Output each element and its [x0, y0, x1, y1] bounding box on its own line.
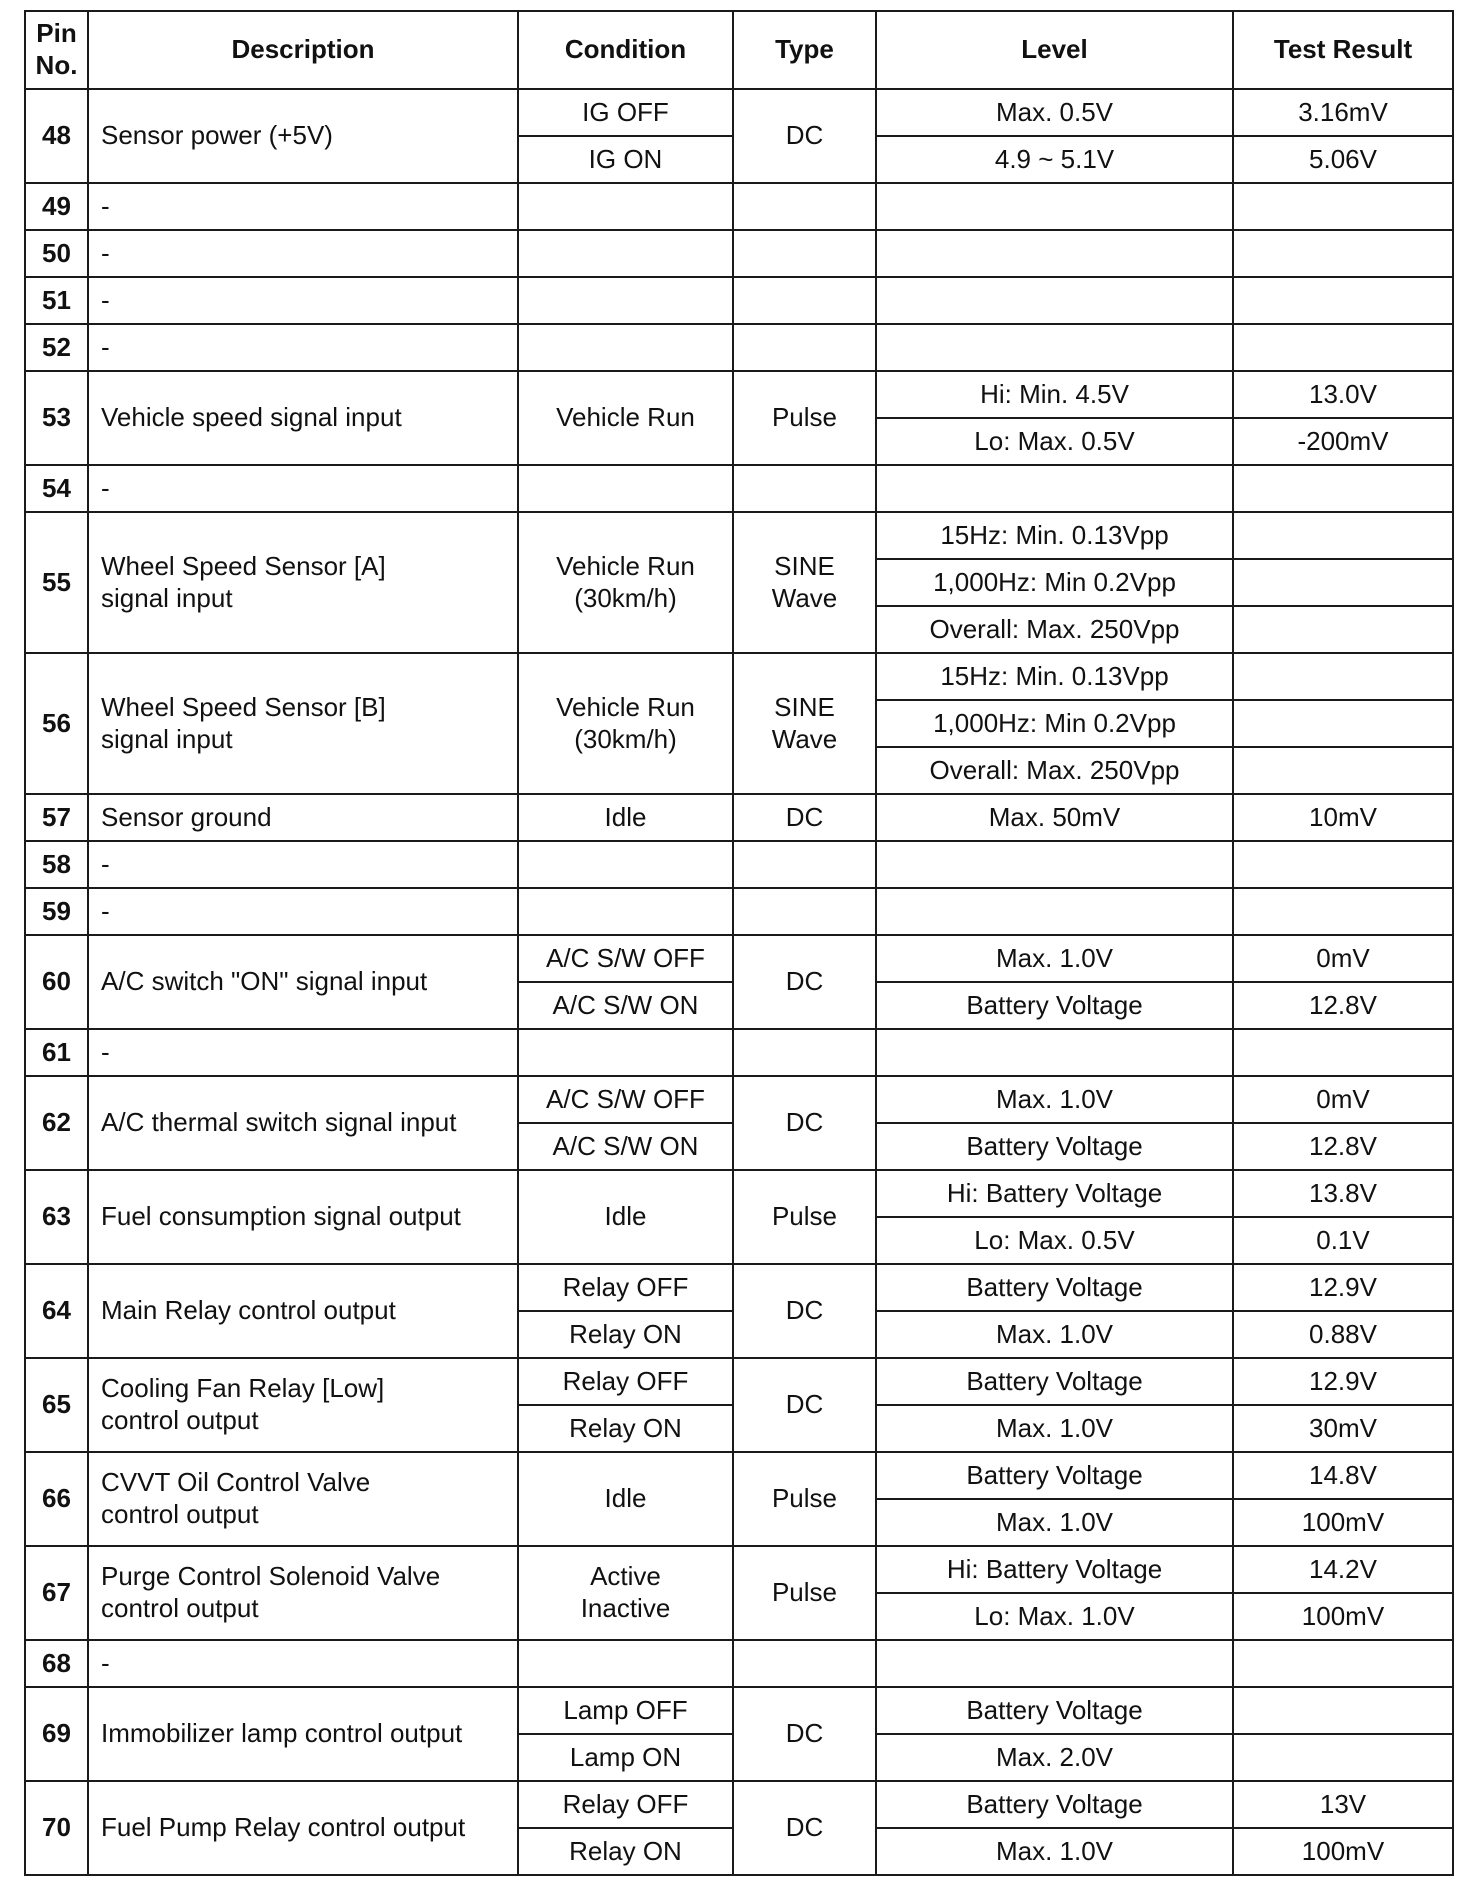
table-row	[25, 1358, 1453, 1405]
level-spec: Hi: Battery Voltage	[876, 1546, 1233, 1593]
signal-type: SINE Wave	[733, 512, 876, 653]
header-type: Type	[733, 11, 876, 89]
level-spec: 4.9 ~ 5.1V	[876, 136, 1233, 183]
table-row	[25, 1264, 1453, 1311]
signal-type	[733, 324, 876, 371]
pin-number: 62	[25, 1076, 88, 1170]
pin-condition: Vehicle Run (30km/h)	[518, 653, 733, 794]
pin-number: 70	[25, 1781, 88, 1875]
table-row	[25, 89, 1453, 136]
table-row	[25, 277, 1453, 324]
pin-condition: A/C S/W OFF	[518, 935, 733, 982]
test-result: 12.9V	[1233, 1358, 1453, 1405]
level-spec: Battery Voltage	[876, 1452, 1233, 1499]
pin-number: 69	[25, 1687, 88, 1781]
signal-type	[733, 841, 876, 888]
pin-description: Wheel Speed Sensor [B] signal input	[88, 653, 518, 794]
pin-condition: Vehicle Run	[518, 371, 733, 465]
pin-number: 51	[25, 277, 88, 324]
pin-condition: Idle	[518, 1452, 733, 1546]
level-spec	[876, 888, 1233, 935]
test-result: 12.8V	[1233, 1123, 1453, 1170]
level-spec	[876, 841, 1233, 888]
level-spec: Battery Voltage	[876, 982, 1233, 1029]
test-result: 14.8V	[1233, 1452, 1453, 1499]
table-row	[25, 465, 1453, 512]
pin-description: A/C thermal switch signal input	[88, 1076, 518, 1170]
test-result	[1233, 1029, 1453, 1076]
signal-type	[733, 183, 876, 230]
table-header-row	[25, 11, 1453, 89]
level-spec: Max. 1.0V	[876, 1311, 1233, 1358]
pin-condition: Relay ON	[518, 1311, 733, 1358]
test-result: 3.16mV	[1233, 89, 1453, 136]
test-result: 30mV	[1233, 1405, 1453, 1452]
level-spec: Max. 1.0V	[876, 1405, 1233, 1452]
test-result	[1233, 1687, 1453, 1734]
pin-description: Cooling Fan Relay [Low] control output	[88, 1358, 518, 1452]
test-result: -200mV	[1233, 418, 1453, 465]
level-spec: Battery Voltage	[876, 1781, 1233, 1828]
level-spec	[876, 277, 1233, 324]
signal-type	[733, 1640, 876, 1687]
pin-condition	[518, 841, 733, 888]
signal-type: DC	[733, 935, 876, 1029]
signal-type: DC	[733, 1687, 876, 1781]
pin-description: -	[88, 1029, 518, 1076]
header-description: Description	[88, 11, 518, 89]
pin-number: 58	[25, 841, 88, 888]
test-result: 0mV	[1233, 1076, 1453, 1123]
pin-condition	[518, 183, 733, 230]
table-row	[25, 935, 1453, 982]
test-result: 12.9V	[1233, 1264, 1453, 1311]
level-spec: Battery Voltage	[876, 1358, 1233, 1405]
test-result	[1233, 559, 1453, 606]
pin-description: -	[88, 324, 518, 371]
pin-number: 57	[25, 794, 88, 841]
table-row	[25, 1546, 1453, 1593]
level-spec: Max. 2.0V	[876, 1734, 1233, 1781]
signal-type: DC	[733, 89, 876, 183]
signal-type: Pulse	[733, 1170, 876, 1264]
level-spec	[876, 1640, 1233, 1687]
signal-type: Pulse	[733, 1546, 876, 1640]
test-result	[1233, 324, 1453, 371]
pin-condition	[518, 277, 733, 324]
table-row	[25, 1170, 1453, 1217]
pin-condition: Vehicle Run (30km/h)	[518, 512, 733, 653]
pin-number: 63	[25, 1170, 88, 1264]
pin-condition: A/C S/W OFF	[518, 1076, 733, 1123]
pin-number: 67	[25, 1546, 88, 1640]
test-result: 14.2V	[1233, 1546, 1453, 1593]
test-result	[1233, 888, 1453, 935]
header-level: Level	[876, 11, 1233, 89]
table-row	[25, 888, 1453, 935]
table-row	[25, 230, 1453, 277]
signal-type: SINE Wave	[733, 653, 876, 794]
level-spec: Overall: Max. 250Vpp	[876, 747, 1233, 794]
level-spec: Battery Voltage	[876, 1687, 1233, 1734]
pin-number: 61	[25, 1029, 88, 1076]
signal-type: Pulse	[733, 371, 876, 465]
test-result	[1233, 512, 1453, 559]
level-spec: Lo: Max. 0.5V	[876, 1217, 1233, 1264]
pin-description: Purge Control Solenoid Valve control output	[88, 1546, 518, 1640]
signal-type: DC	[733, 1264, 876, 1358]
test-result	[1233, 1640, 1453, 1687]
pin-number: 68	[25, 1640, 88, 1687]
pin-condition: A/C S/W ON	[518, 982, 733, 1029]
pin-number: 49	[25, 183, 88, 230]
test-result: 5.06V	[1233, 136, 1453, 183]
test-result	[1233, 277, 1453, 324]
pin-condition	[518, 465, 733, 512]
pin-number: 66	[25, 1452, 88, 1546]
level-spec: Max. 1.0V	[876, 1828, 1233, 1875]
level-spec: Lo: Max. 1.0V	[876, 1593, 1233, 1640]
pin-description: CVVT Oil Control Valve control output	[88, 1452, 518, 1546]
table-row	[25, 512, 1453, 559]
table-row	[25, 1640, 1453, 1687]
header-pin-no: Pin No.	[25, 11, 88, 89]
level-spec: Hi: Battery Voltage	[876, 1170, 1233, 1217]
pin-description: Main Relay control output	[88, 1264, 518, 1358]
test-result	[1233, 841, 1453, 888]
test-result	[1233, 183, 1453, 230]
pin-description: -	[88, 230, 518, 277]
table-row	[25, 1452, 1453, 1499]
level-spec: Lo: Max. 0.5V	[876, 418, 1233, 465]
level-spec: Max. 1.0V	[876, 1076, 1233, 1123]
level-spec: 1,000Hz: Min 0.2Vpp	[876, 700, 1233, 747]
test-result: 0mV	[1233, 935, 1453, 982]
pin-condition: Relay ON	[518, 1828, 733, 1875]
test-result	[1233, 747, 1453, 794]
pin-condition: Lamp OFF	[518, 1687, 733, 1734]
test-result: 0.1V	[1233, 1217, 1453, 1264]
pin-number: 65	[25, 1358, 88, 1452]
test-result	[1233, 606, 1453, 653]
table-row	[25, 841, 1453, 888]
test-result	[1233, 465, 1453, 512]
pin-description: A/C switch "ON" signal input	[88, 935, 518, 1029]
pin-condition	[518, 324, 733, 371]
pin-condition	[518, 1640, 733, 1687]
test-result: 10mV	[1233, 794, 1453, 841]
level-spec	[876, 324, 1233, 371]
pin-description: Sensor power (+5V)	[88, 89, 518, 183]
test-result: 100mV	[1233, 1828, 1453, 1875]
level-spec: Max. 50mV	[876, 794, 1233, 841]
pin-condition: Relay OFF	[518, 1781, 733, 1828]
pin-condition: Relay OFF	[518, 1358, 733, 1405]
test-result: 0.88V	[1233, 1311, 1453, 1358]
pin-number: 53	[25, 371, 88, 465]
level-spec	[876, 465, 1233, 512]
level-spec: 1,000Hz: Min 0.2Vpp	[876, 559, 1233, 606]
table-row	[25, 1781, 1453, 1828]
signal-type	[733, 888, 876, 935]
level-spec: Max. 0.5V	[876, 89, 1233, 136]
test-result	[1233, 230, 1453, 277]
pin-number: 59	[25, 888, 88, 935]
signal-type: DC	[733, 1781, 876, 1875]
pin-condition: Lamp ON	[518, 1734, 733, 1781]
pin-condition: A/C S/W ON	[518, 1123, 733, 1170]
pin-description: Vehicle speed signal input	[88, 371, 518, 465]
pin-description: -	[88, 277, 518, 324]
level-spec	[876, 1029, 1233, 1076]
pin-number: 48	[25, 89, 88, 183]
test-result	[1233, 1734, 1453, 1781]
pin-spec-table	[24, 10, 1454, 1876]
pin-condition: Relay ON	[518, 1405, 733, 1452]
level-spec	[876, 183, 1233, 230]
test-result: 13.0V	[1233, 371, 1453, 418]
pin-description: Immobilizer lamp control output	[88, 1687, 518, 1781]
pin-description: Fuel Pump Relay control output	[88, 1781, 518, 1875]
pin-condition	[518, 1029, 733, 1076]
pin-description: -	[88, 841, 518, 888]
table-row	[25, 794, 1453, 841]
pin-condition: Idle	[518, 1170, 733, 1264]
header-test-result: Test Result	[1233, 11, 1453, 89]
test-result: 100mV	[1233, 1593, 1453, 1640]
pin-number: 56	[25, 653, 88, 794]
pin-condition: Active Inactive	[518, 1546, 733, 1640]
table-row	[25, 183, 1453, 230]
pin-description: -	[88, 183, 518, 230]
signal-type	[733, 230, 876, 277]
table-row	[25, 1076, 1453, 1123]
signal-type: DC	[733, 794, 876, 841]
pin-number: 55	[25, 512, 88, 653]
table-row	[25, 653, 1453, 700]
test-result	[1233, 700, 1453, 747]
level-spec: Max. 1.0V	[876, 1499, 1233, 1546]
table-row	[25, 1029, 1453, 1076]
pin-condition: Relay OFF	[518, 1264, 733, 1311]
pin-condition: IG ON	[518, 136, 733, 183]
test-result: 100mV	[1233, 1499, 1453, 1546]
pin-condition: Idle	[518, 794, 733, 841]
header-condition: Condition	[518, 11, 733, 89]
level-spec: Battery Voltage	[876, 1264, 1233, 1311]
test-result	[1233, 653, 1453, 700]
signal-type: Pulse	[733, 1452, 876, 1546]
pin-number: 54	[25, 465, 88, 512]
table-row	[25, 371, 1453, 418]
pin-description: -	[88, 1640, 518, 1687]
level-spec: Max. 1.0V	[876, 935, 1233, 982]
level-spec: Battery Voltage	[876, 1123, 1233, 1170]
level-spec: Overall: Max. 250Vpp	[876, 606, 1233, 653]
level-spec: Hi: Min. 4.5V	[876, 371, 1233, 418]
pin-description: -	[88, 465, 518, 512]
signal-type	[733, 465, 876, 512]
level-spec: 15Hz: Min. 0.13Vpp	[876, 653, 1233, 700]
pin-condition: IG OFF	[518, 89, 733, 136]
pin-number: 64	[25, 1264, 88, 1358]
table-row	[25, 1687, 1453, 1734]
pin-number: 50	[25, 230, 88, 277]
pin-condition	[518, 888, 733, 935]
signal-type	[733, 277, 876, 324]
test-result: 12.8V	[1233, 982, 1453, 1029]
test-result: 13.8V	[1233, 1170, 1453, 1217]
signal-type	[733, 1029, 876, 1076]
pin-number: 52	[25, 324, 88, 371]
signal-type: DC	[733, 1076, 876, 1170]
pin-description: Fuel consumption signal output	[88, 1170, 518, 1264]
level-spec	[876, 230, 1233, 277]
pin-number: 60	[25, 935, 88, 1029]
pin-condition	[518, 230, 733, 277]
level-spec: 15Hz: Min. 0.13Vpp	[876, 512, 1233, 559]
table-row	[25, 324, 1453, 371]
test-result: 13V	[1233, 1781, 1453, 1828]
signal-type: DC	[733, 1358, 876, 1452]
pin-description: Sensor ground	[88, 794, 518, 841]
pin-description: -	[88, 888, 518, 935]
pin-description: Wheel Speed Sensor [A] signal input	[88, 512, 518, 653]
